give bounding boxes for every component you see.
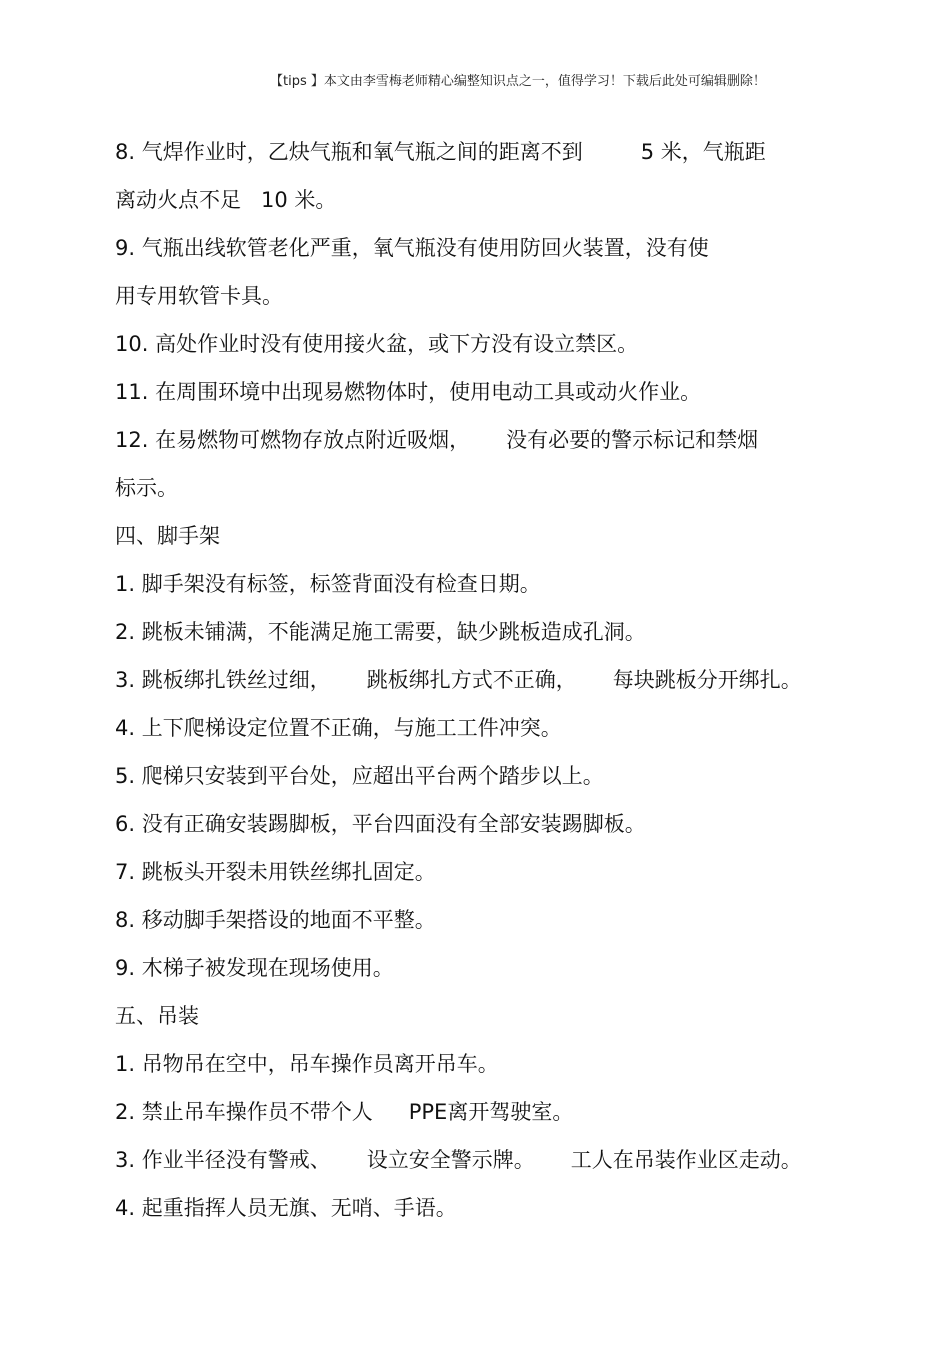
text-segment: 12. 在易燃物可燃物存放点附近吸烟， <box>115 428 471 452</box>
text-segment: 3. 作业半径没有警戒、 <box>115 1148 331 1172</box>
text-segment: 工人在吊装作业区走动。 <box>570 1148 802 1172</box>
text-segment: 设立安全警示牌。 <box>366 1148 535 1172</box>
document-body <box>115 128 835 1232</box>
text-line <box>115 1040 835 1088</box>
text-line <box>115 704 835 752</box>
text-segment: 8. 气焊作业时，乙炔气瓶和氧气瓶之间的距离不到 <box>115 140 583 164</box>
text-segment: 标示。 <box>115 476 178 500</box>
text-segment: 2. 禁止吊车操作员不带个人 <box>115 1100 373 1124</box>
text-segment: 5 米，气瓶距 <box>640 140 766 164</box>
text-line <box>115 128 835 176</box>
text-segment: 8. 移动脚手架搭设的地面不平整。 <box>115 908 436 932</box>
section-heading <box>115 512 835 560</box>
text-segment: 跳板绑扎方式不正确， <box>366 668 577 692</box>
text-segment: 4. 上下爬梯设定位置不正确，与施工工件冲突。 <box>115 716 562 740</box>
text-segment: 用专用软管卡具。 <box>115 284 283 308</box>
text-line <box>115 896 835 944</box>
section-heading <box>115 992 835 1040</box>
text-line <box>115 1088 835 1136</box>
text-segment: 离动火点不足 <box>115 188 241 212</box>
text-line <box>115 464 835 512</box>
text-line <box>115 416 835 464</box>
text-segment: 3. 跳板绑扎铁丝过细， <box>115 668 331 692</box>
text-line <box>115 368 835 416</box>
text-segment: 5. 爬梯只安装到平台处，应超出平台两个踏步以上。 <box>115 764 604 788</box>
text-line <box>115 560 835 608</box>
text-segment: 每块跳板分开绑扎。 <box>612 668 802 692</box>
text-line <box>115 608 835 656</box>
section-heading-text: 四、脚手架 <box>115 524 220 548</box>
text-segment: 4. 起重指挥人员无旗、无哨、手语。 <box>115 1196 457 1220</box>
text-segment: 7. 跳板头开裂未用铁丝绑扎固定。 <box>115 860 436 884</box>
text-line <box>115 752 835 800</box>
text-segment: 10. 高处作业时没有使用接火盆，或下方没有设立禁区。 <box>115 332 639 356</box>
text-segment: 9. 木梯子被发现在现场使用。 <box>115 956 394 980</box>
text-line <box>115 176 835 224</box>
text-line <box>115 224 835 272</box>
text-segment: 11. 在周围环境中出现易燃物体时，使用电动工具或动火作业。 <box>115 380 702 404</box>
text-segment: 10 米。 <box>261 188 337 212</box>
text-segment: 1. 吊物吊在空中，吊车操作员离开吊车。 <box>115 1052 499 1076</box>
text-segment: 9. 气瓶出线软管老化严重，氧气瓶没有使用防回火装置，没有使 <box>115 236 709 260</box>
text-line <box>115 320 835 368</box>
section-heading-text: 五、吊装 <box>115 1004 199 1028</box>
text-line <box>115 848 835 896</box>
text-segment: PPE离开驾驶室。 <box>408 1100 574 1124</box>
text-line <box>115 944 835 992</box>
text-segment: 6. 没有正确安装踢脚板，平台四面没有全部安装踢脚板。 <box>115 812 646 836</box>
text-line <box>115 800 835 848</box>
text-line <box>115 656 835 704</box>
text-line <box>115 272 835 320</box>
text-segment: 1. 脚手架没有标签，标签背面没有检查日期。 <box>115 572 541 596</box>
text-line <box>115 1136 835 1184</box>
header-tips: 【tips 】本文由李雪梅老师精心编整知识点之一，值得学习！下载后此处可编辑删除！ <box>270 74 766 89</box>
text-line <box>115 1184 835 1232</box>
text-segment: 2. 跳板未铺满，不能满足施工需要，缺少跳板造成孔洞。 <box>115 620 646 644</box>
text-segment: 没有必要的警示标记和禁烟 <box>506 428 759 452</box>
